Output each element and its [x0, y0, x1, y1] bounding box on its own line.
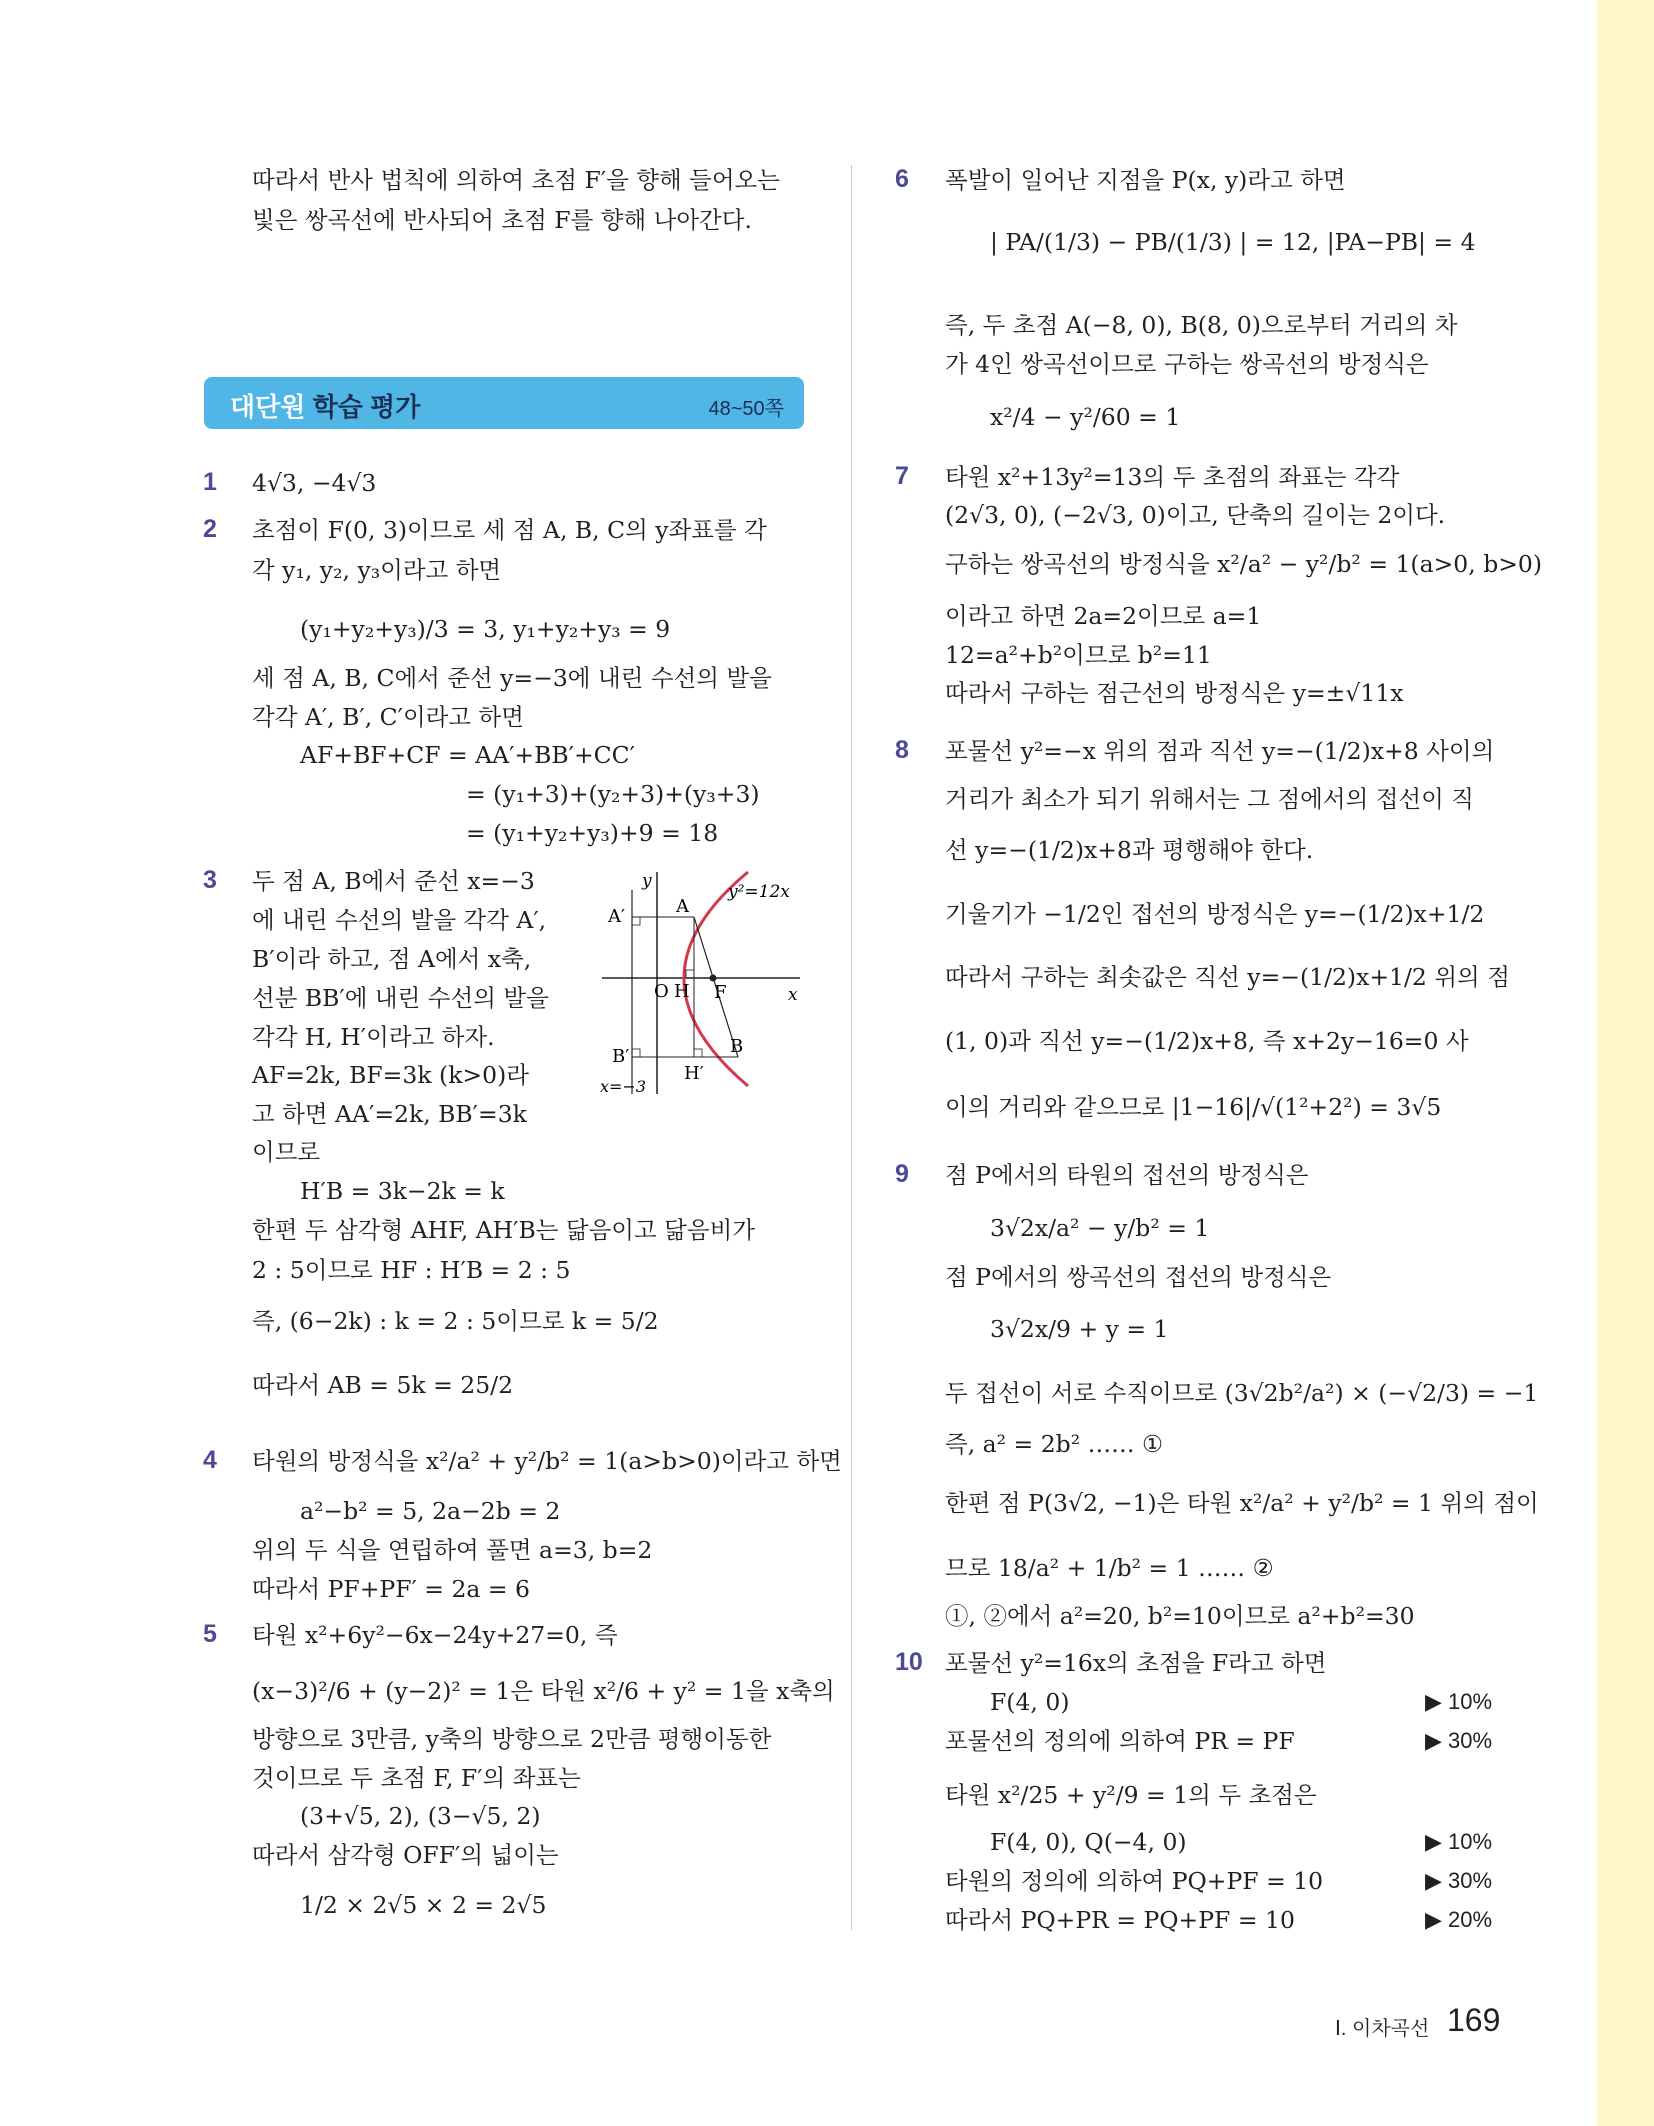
problem-line: 타원 x²+13y²=13의 두 초점의 좌표는 각각	[945, 463, 1400, 491]
problem-line: 3√2x/9 + y = 1	[990, 1315, 1169, 1343]
problem-line: 기울기가 −1/2인 접선의 방정식은 y=−(1/2)x+1/2	[945, 900, 1485, 928]
problem-line: 즉, a² = 2b² …… ①	[945, 1430, 1164, 1458]
problem-line: 12=a²+b²이므로 b²=11	[945, 641, 1212, 669]
problem-line: 타원의 방정식을 x²/a² + y²/b² = 1(a>b>0)이라고 하면	[252, 1447, 842, 1475]
problem-line: 에 내린 수선의 발을 각각 A′,	[252, 906, 547, 934]
problem-number: 1	[203, 468, 217, 496]
intro-line-1: 따라서 반사 법칙에 의하여 초점 F′을 향해 들어오는	[252, 166, 780, 194]
parabola-figure	[600, 868, 810, 1098]
directrix-label: x=−3	[600, 1077, 647, 1096]
right-angle-mark	[632, 917, 640, 925]
problem-line: 따라서 구하는 최솟값은 직선 y=−(1/2)x+1/2 위의 점	[945, 963, 1510, 991]
focus-point	[710, 975, 717, 982]
label-a-prime: A′	[608, 906, 626, 927]
curve-label: y²=12x	[728, 882, 790, 902]
problem-line: 포물선 y²=16x의 초점을 F라고 하면	[945, 1649, 1327, 1677]
problem-line: 타원 x²/25 + y²/9 = 1의 두 초점은	[945, 1781, 1317, 1809]
label-h-prime: H′	[684, 1063, 704, 1084]
problem-line: 3√2x/a² − y/b² = 1	[990, 1214, 1210, 1242]
label-b-prime: B′	[612, 1046, 630, 1067]
problem-line: 이의 거리와 같으므로 |1−16|/√(1²+2²) = 3√5	[945, 1093, 1442, 1121]
problem-line: x²/4 − y²/60 = 1	[990, 403, 1181, 431]
problem-number: 9	[895, 1160, 909, 1188]
problem-line: 한편 두 삼각형 AHF, AH′B는 닮음이고 닮음비가	[252, 1216, 755, 1244]
problem-line: 폭발이 일어난 지점을 P(x, y)라고 하면	[945, 166, 1346, 194]
problem-line: 이므로	[252, 1138, 321, 1166]
problem-line: 고 하면 AA′=2k, BB′=3k	[252, 1100, 527, 1128]
problem-line: 각각 H, H′이라고 하자.	[252, 1023, 495, 1051]
problem-line: AF+BF+CF = AA′+BB′+CC′	[300, 741, 635, 769]
problem-line: 따라서 구하는 점근선의 방정식은 y=±√11x	[945, 679, 1404, 707]
problem-line: 점 P에서의 타원의 접선의 방정식은	[945, 1161, 1309, 1189]
column-divider	[851, 165, 852, 1930]
problem-line: (x−3)²/6 + (y−2)² = 1은 타원 x²/6 + y² = 1을 x축의	[252, 1677, 835, 1705]
score-marker: ▶ 10%	[1425, 1689, 1493, 1714]
problem-number: 8	[895, 736, 909, 764]
problem-line: 타원 x²+6y²−6x−24y+27=0, 즉	[252, 1621, 618, 1649]
problem-number: 3	[203, 866, 217, 894]
problem-line: 가 4인 쌍곡선이므로 구하는 쌍곡선의 방정식은	[945, 350, 1429, 378]
problem-line: 이라고 하면 2a=2이므로 a=1	[945, 602, 1262, 630]
problem-line: 즉, 두 초점 A(−8, 0), B(8, 0)으로부터 거리의 차	[945, 311, 1458, 339]
problem-number: 4	[203, 1446, 217, 1474]
problem-number: 10	[895, 1648, 923, 1676]
problem-line: 선 y=−(1/2)x+8과 평행해야 한다.	[945, 836, 1314, 864]
banner-pages: 48~50쪽	[708, 398, 784, 420]
problem-line: 초점이 F(0, 3)이므로 세 점 A, B, C의 y좌표를 각	[252, 516, 767, 544]
page-number: 169	[1447, 2002, 1501, 2038]
problem-line: 2 : 5이므로 HF : H′B = 2 : 5	[252, 1256, 571, 1284]
right-angle-mark	[686, 970, 694, 978]
problem-line: 타원의 정의에 의하여 PQ+PF = 10	[945, 1867, 1324, 1895]
problem-line: B′이라 하고, 점 A에서 x축,	[252, 945, 532, 973]
right-angle-mark	[632, 1049, 640, 1057]
problem-line: 따라서 삼각형 OFF′의 넓이는	[252, 1841, 559, 1869]
label-b: B	[730, 1036, 744, 1057]
problem-line: F(4, 0), Q(−4, 0)	[990, 1828, 1187, 1856]
problem-line: ①, ②에서 a²=20, b²=10이므로 a²+b²=30	[945, 1602, 1415, 1630]
score-marker: ▶ 30%	[1425, 1868, 1493, 1893]
score-marker: ▶ 20%	[1425, 1907, 1493, 1932]
problem-number: 2	[203, 515, 217, 543]
side-strip	[1597, 0, 1654, 2126]
label-h: H	[674, 981, 690, 1002]
section-banner	[204, 377, 804, 429]
problem-line: H′B = 3k−2k = k	[300, 1177, 505, 1205]
banner-title	[230, 387, 420, 424]
problem-line: 두 접선이 서로 수직이므로 (3√2b²/a²) × (−√2/3) = −1	[945, 1379, 1539, 1407]
problem-line: 1/2 × 2√5 × 2 = 2√5	[300, 1891, 547, 1919]
problem-line: 위의 두 식을 연립하여 풀면 a=3, b=2	[252, 1536, 653, 1564]
intro-line-2: 빛은 쌍곡선에 반사되어 초점 F를 향해 나아간다.	[252, 206, 752, 234]
problem-line: = (y₁+3)+(y₂+3)+(y₃+3)	[466, 780, 760, 808]
problem-line: 것이므로 두 초점 F, F′의 좌표는	[252, 1764, 581, 1792]
problem-line: 므로 18/a² + 1/b² = 1 …… ②	[945, 1554, 1274, 1582]
problem-line: (2√3, 0), (−2√3, 0)이고, 단축의 길이는 2이다.	[945, 501, 1446, 529]
label-f: F	[714, 982, 727, 1003]
problem-line: 두 점 A, B에서 준선 x=−3	[252, 867, 535, 895]
problem-number: 6	[895, 165, 909, 193]
problem-line: 방향으로 3만큼, y축의 방향으로 2만큼 평행이동한	[252, 1725, 772, 1753]
problem-line: 따라서 AB = 5k = 25/2	[252, 1371, 514, 1399]
problem-line: | PA/(1/3) − PB/(1/3) | = 12, |PA−PB| = 4	[990, 228, 1476, 256]
banner-title-prefix: 대단원	[230, 392, 313, 422]
problem-line: 각각 A′, B′, C′이라고 하면	[252, 703, 524, 731]
problem-number: 7	[895, 462, 909, 490]
problem-line: 세 점 A, B, C에서 준선 y=−3에 내린 수선의 발을	[252, 664, 772, 692]
problem-line: 따라서 PF+PF′ = 2a = 6	[252, 1575, 531, 1603]
problem-line: (3+√5, 2), (3−√5, 2)	[300, 1802, 541, 1830]
footer-section: Ⅰ. 이차곡선	[1335, 2018, 1430, 2040]
problem-line: 따라서 PQ+PR = PQ+PF = 10	[945, 1906, 1295, 1934]
problem-line: 구하는 쌍곡선의 방정식을 x²/a² − y²/b² = 1(a>0, b>0)	[945, 550, 1543, 578]
problem-line: AF=2k, BF=3k (k>0)라	[252, 1061, 529, 1089]
problem-line: (y₁+y₂+y₃)/3 = 3, y₁+y₂+y₃ = 9	[300, 615, 671, 643]
problem-line: 포물선 y²=−x 위의 점과 직선 y=−(1/2)x+8 사이의	[945, 737, 1495, 765]
problem-line: 4√3, −4√3	[252, 469, 377, 497]
label-x: x	[788, 985, 798, 1005]
problem-line: = (y₁+y₂+y₃)+9 = 18	[466, 819, 719, 847]
problem-line: 선분 BB′에 내린 수선의 발을	[252, 984, 549, 1012]
label-a: A	[676, 896, 689, 917]
label-y: y	[642, 871, 652, 891]
problem-line: a²−b² = 5, 2a−2b = 2	[300, 1497, 561, 1525]
right-angle-mark	[694, 1049, 702, 1057]
problem-line: 각 y₁, y₂, y₃이라고 하면	[252, 556, 502, 584]
banner-title-highlight: 학습 평가	[312, 392, 421, 422]
label-o: O	[654, 981, 669, 1002]
problem-line: 포물선의 정의에 의하여 PR = PF	[945, 1727, 1295, 1755]
problem-line: F(4, 0)	[990, 1688, 1070, 1716]
problem-line: 즉, (6−2k) : k = 2 : 5이므로 k = 5/2	[252, 1307, 659, 1335]
problem-line: 거리가 최소가 되기 위해서는 그 점에서의 접선이 직	[945, 785, 1475, 813]
problem-line: 한편 점 P(3√2, −1)은 타원 x²/a² + y²/b² = 1 위의 점이	[945, 1489, 1539, 1517]
problem-line: 점 P에서의 쌍곡선의 접선의 방정식은	[945, 1263, 1332, 1291]
problem-line: (1, 0)과 직선 y=−(1/2)x+8, 즉 x+2y−16=0 사	[945, 1027, 1469, 1055]
problem-number: 5	[203, 1620, 217, 1648]
score-marker: ▶ 10%	[1425, 1829, 1493, 1854]
score-marker: ▶ 30%	[1425, 1728, 1493, 1753]
